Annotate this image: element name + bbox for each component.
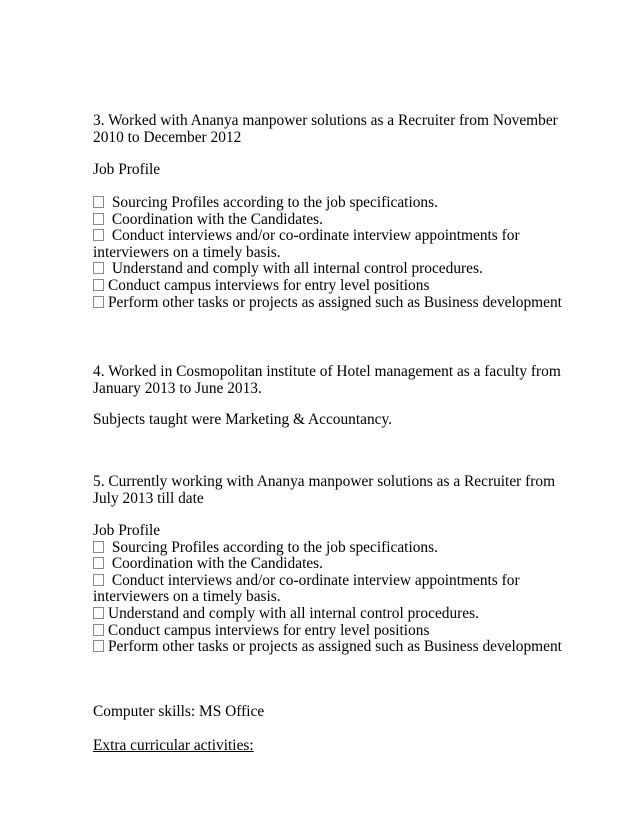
computer-skills [93,704,563,721]
list-item-text: Coordination with the Candidates. [108,555,324,573]
list-item-text: Coordination with the Candidates. [108,210,324,228]
bullet-icon [93,640,104,652]
computer-skills-text: Computer skills: MS Office [93,703,265,720]
list-item-text: Perform other tasks or projects as assigned such as Business development [108,293,562,311]
list-item-text: Conduct campus interviews for entry level positions [108,621,430,639]
list-item-text: Conduct campus interviews for entry level positions [108,276,430,294]
bullet-icon [93,574,104,586]
extra-curricular-heading [93,738,563,755]
list-item-continuation: interviewers on a timely basis. [93,588,281,606]
list-item [93,212,563,229]
list-item [93,623,563,640]
list-item-text: Sourcing Profiles according to the job specifications. [108,194,438,211]
list-item-text: Conduct interviews and/or co-ordinate interview appointments for [108,227,520,245]
section-3-heading-line1: 3. Worked with Ananya manpower solutions as a Recruiter from November [93,112,558,129]
list-item-text: Understand and comply with all internal control procedures. [108,604,479,622]
list-item [93,573,563,590]
list-item-text: Perform other tasks or projects as assigned such as Business development [108,638,562,656]
bullet-icon [93,213,104,225]
section-4-subjects [93,412,563,429]
subjects-text: Subjects taught were Marketing & Accountancy. [93,411,393,428]
list-item [93,195,563,212]
section-5-heading-line1: 5. Currently working with Ananya manpower solutions as a Recruiter from [93,473,556,490]
list-item [93,228,563,245]
job-profile-label: Job Profile [93,161,161,178]
list-item [93,278,563,295]
section-3-bullet-list [93,195,563,311]
bullet-icon [93,196,104,208]
list-item-text: Sourcing Profiles according to the job specifications. [108,538,438,556]
section-4-heading-line2: January 2013 to June 2013. [93,379,262,397]
bullet-icon [93,541,104,553]
section-3-job-profile-label [93,162,563,179]
section-4-heading [93,364,563,397]
bullet-icon [93,262,104,274]
bullet-icon [93,607,104,619]
section-5-heading-line2: July 2013 till date [93,489,204,507]
section-3-heading-line2: 2010 to December 2012 [93,128,242,146]
list-item [93,295,563,312]
list-item [93,261,563,278]
bullet-icon [93,229,104,241]
list-item [93,540,563,557]
list-item [93,639,563,656]
bullet-icon [93,296,104,308]
section-4-heading-line1: 4. Worked in Cosmopolitan institute of Hotel management as a faculty from [93,363,561,380]
list-item-continuation: interviewers on a timely basis. [93,243,281,261]
section-5-job-profile [93,523,563,656]
bullet-icon [93,557,104,569]
extra-curricular-text: Extra curricular activities: [93,737,254,754]
list-item [93,606,563,623]
list-item [93,556,563,573]
list-item-text: Conduct interviews and/or co-ordinate interview appointments for [108,571,520,589]
section-3-heading [93,113,563,146]
bullet-icon [93,279,104,291]
list-item-text: Understand and comply with all internal control procedures. [108,260,483,278]
bullet-icon [93,624,104,636]
section-5-heading [93,474,563,507]
job-profile-label: Job Profile [93,522,161,539]
